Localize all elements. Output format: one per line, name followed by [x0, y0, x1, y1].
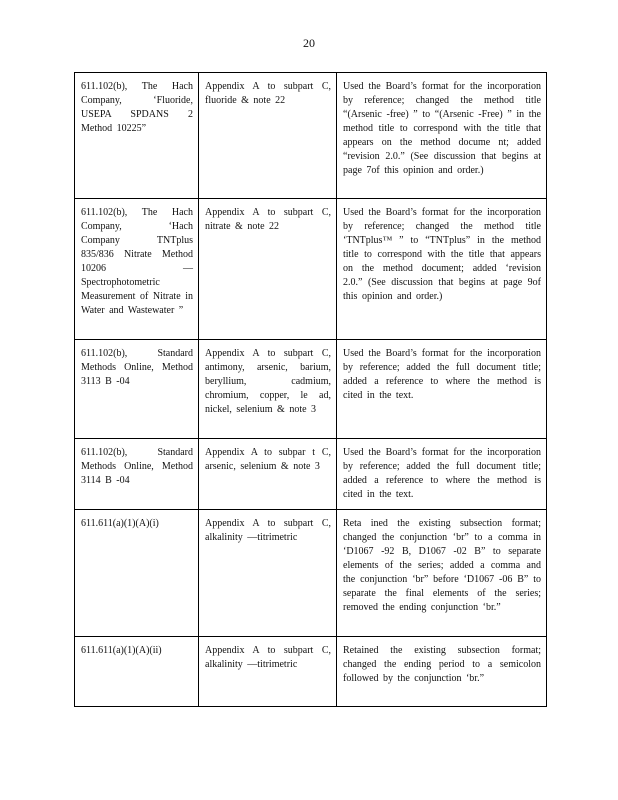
appendix-cell — [199, 199, 337, 340]
appendix-text: Appendix A to subpart C, fluoride & note 22 — [205, 81, 331, 106]
section-text: 611.611(a)(1)(A)(i) — [81, 518, 159, 529]
change-text: Used the Board’s format for the incorporation by reference; changed the method title “(Arsenic -free) ” to “(Arsenic -Free) ” in the method title to correspond with the title that appears on the method docume nt; added “revision 2.0.” (See discussion that begins at page 7of this opinion and order.) — [343, 81, 541, 176]
appendix-text: Appendix A to subpart C, nitrate & note 22 — [205, 207, 331, 232]
section-cell — [75, 199, 199, 340]
change-cell — [337, 637, 547, 707]
appendix-cell — [199, 637, 337, 707]
section-cell — [75, 340, 199, 439]
section-cell — [75, 510, 199, 637]
appendix-cell — [199, 510, 337, 637]
appendix-cell — [199, 340, 337, 439]
table-row — [75, 439, 547, 510]
appendix-text: Appendix A to subpart C, alkalinity —titrimetric — [205, 645, 331, 670]
page-number: 20 — [303, 36, 315, 50]
section-text: 611.102(b), Standard Methods Online, Method 3113 B -04 — [81, 348, 193, 387]
section-text: 611.102(b), The Hach Company, ‘Hach Company TNTplus 835/836 Nitrate Method 10206 — Spectrophotometric Measurement of Nitrate in Water and Wastewater ” — [81, 207, 193, 316]
change-cell — [337, 340, 547, 439]
change-text: Used the Board’s format for the incorporation by reference; changed the method title ‘TNTplus™ ” to “TNTplus” in the method title to correspond with the title that appears on the method document; added ‘revision 2.0.” (See discussion that begins at page 9of this opinion and order.) — [343, 207, 541, 302]
change-text: Used the Board’s format for the incorporation by reference; added the full document title; added a reference to where the method is cited in the text. — [343, 447, 541, 500]
change-cell — [337, 439, 547, 510]
appendix-text: Appendix A to subpar t C, arsenic, selenium & note 3 — [205, 447, 331, 472]
section-cell — [75, 439, 199, 510]
table-row — [75, 340, 547, 439]
appendix-text: Appendix A to subpart C, antimony, arsenic, barium, beryllium, cadmium, chromium, copper, le ad, nickel, selenium & note 3 — [205, 348, 331, 415]
section-cell — [75, 73, 199, 199]
appendix-cell — [199, 73, 337, 199]
table-row — [75, 510, 547, 637]
table-row — [75, 637, 547, 707]
section-text: 611.611(a)(1)(A)(ii) — [81, 645, 162, 656]
appendix-cell — [199, 439, 337, 510]
change-text: Retained the existing subsection format; changed the ending period to a semicolon followed by the conjunction ‘br.” — [343, 645, 541, 684]
section-text: 611.102(b), The Hach Company, ‘Fluoride, USEPA SPDANS 2 Method 10225” — [81, 81, 193, 134]
amendments-table — [74, 72, 547, 707]
table-row — [75, 73, 547, 199]
change-cell — [337, 510, 547, 637]
change-cell — [337, 73, 547, 199]
appendix-text: Appendix A to subpart C, alkalinity —titrimetric — [205, 518, 331, 543]
change-text: Used the Board’s format for the incorporation by reference; added the full document title; added a reference to where the method is cited in the text. — [343, 348, 541, 401]
table-row — [75, 199, 547, 340]
change-text: Reta ined the existing subsection format; changed the conjunction ‘br” to a comma in ‘D1067 -92 B, D1067 -02 B” to separate elements of the series; added a comma and the conjunction ‘br” before ‘D1067 -06 B” to separate the final elements of the series; removed the ending conjunction ‘br.” — [343, 518, 541, 613]
section-text: 611.102(b), Standard Methods Online, Method 3114 B -04 — [81, 447, 193, 486]
change-cell — [337, 199, 547, 340]
section-cell — [75, 637, 199, 707]
